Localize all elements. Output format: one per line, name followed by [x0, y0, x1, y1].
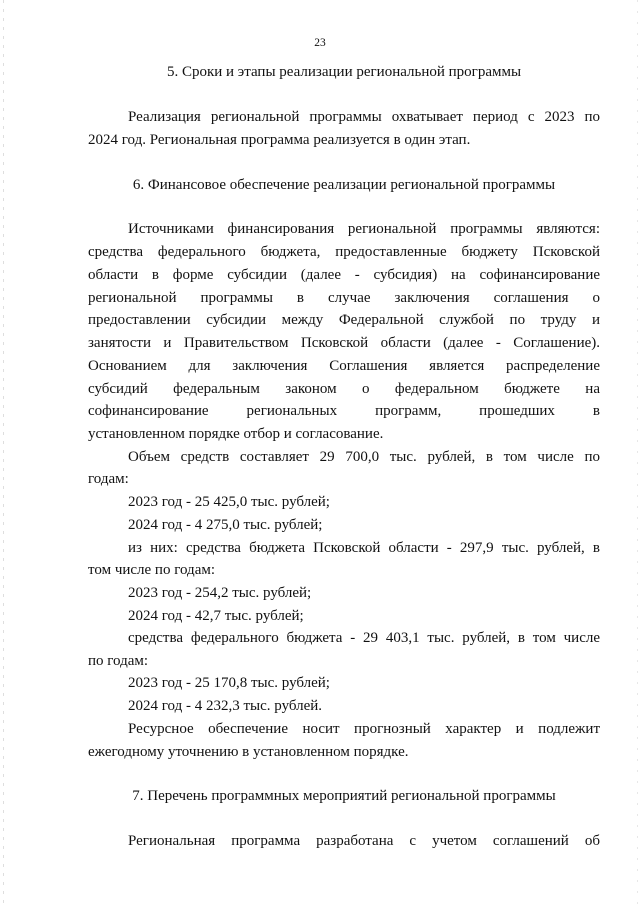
paragraph-line: Региональная программа разработана с учетом соглашений об — [128, 833, 600, 849]
section-7-heading: 7. Перечень программных мероприятий региональной программы — [132, 788, 556, 804]
section-6-heading: 6. Финансовое обеспечение реализации региональной программы — [132, 177, 556, 193]
paragraph-line: Основанием для заключения Соглашения является распределение — [88, 358, 600, 374]
paragraph-line: занятости и Правительством Псковской области (далее - Соглашение). — [88, 335, 600, 351]
paragraph-line: предоставлении субсидии между Федеральной службой по труду и — [88, 312, 600, 328]
paragraph-line: годам: — [88, 471, 129, 487]
paragraph-line: Источниками финансирования региональной программы являются: — [128, 221, 600, 237]
paragraph-line: по годам: — [88, 653, 149, 669]
paragraph-line: установленном порядке отбор и согласование. — [88, 426, 384, 442]
paragraph-line: софинансирование региональных программ, прошедших в — [88, 403, 600, 419]
section-5-heading: 5. Сроки и этапы реализации региональной программы — [166, 64, 522, 80]
paragraph-line: субсидий федеральным законом о федеральном бюджете на — [88, 381, 600, 397]
funding-line: 2023 год - 25 425,0 тыс. рублей; — [128, 494, 330, 510]
paragraph-line: Ресурсное обеспечение носит прогнозный характер и подлежит — [128, 721, 600, 737]
funding-line: 2024 год - 4 275,0 тыс. рублей; — [128, 517, 323, 533]
funding-line: 2024 год - 42,7 тыс. рублей; — [128, 608, 304, 624]
scan-edge-left — [3, 0, 4, 905]
paragraph-line: из них: средства бюджета Псковской области - 297,9 тыс. рублей, в — [128, 540, 600, 556]
paragraph-line: средства федерального бюджета, предоставленные бюджету Псковской — [88, 244, 600, 260]
paragraph-line: том числе по годам: — [88, 562, 216, 578]
funding-line: 2023 год - 254,2 тыс. рублей; — [128, 585, 312, 601]
scan-edge-right — [637, 0, 638, 905]
paragraph-line: средства федерального бюджета - 29 403,1 тыс. рублей, в том числе — [128, 630, 600, 646]
page-number: 23 — [314, 37, 326, 49]
paragraph-line: Объем средств составляет 29 700,0 тыс. рублей, в том числе по — [128, 449, 600, 465]
paragraph-line: области в форме субсидии (далее - субсидия) на софинансирование — [88, 267, 600, 283]
paragraph-line: ежегодному уточнению в установленном порядке. — [88, 744, 409, 760]
paragraph-line: региональной программы в случае заключения соглашения о — [88, 290, 600, 306]
paragraph-line: Реализация региональной программы охватывает период с 2023 по — [128, 109, 600, 125]
paragraph-line: 2024 год. Региональная программа реализуется в один этап. — [88, 132, 471, 148]
funding-line: 2024 год - 4 232,3 тыс. рублей. — [128, 698, 323, 714]
funding-line: 2023 год - 25 170,8 тыс. рублей; — [128, 675, 330, 691]
